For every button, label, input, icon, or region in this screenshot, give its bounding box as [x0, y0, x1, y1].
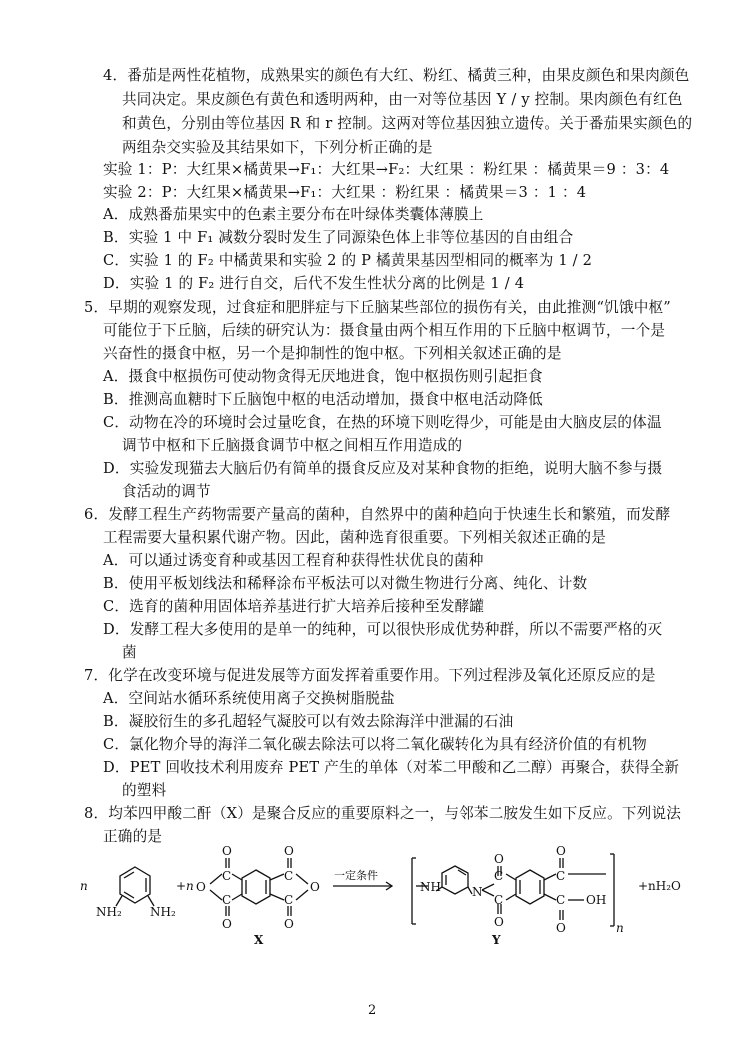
q5-option-c: C．动物在冷的环境时会过量吃食，在热的环境下则吃得少，可能是由大脑皮层的体温: [103, 414, 662, 431]
y-o-top-right: O: [556, 844, 566, 858]
q4-stem-line-2: 共同决定。果皮颜色有黄色和透明两种，由一对等位基因 Y / y 控制。果肉颜色有红色: [122, 91, 683, 108]
coefficient-n: n: [80, 879, 88, 893]
q4-option-a: A．成熟番茄果实中的色素主要分布在叶绿体类囊体薄膜上: [103, 206, 484, 223]
q5-option-d-cont: 食活动的调节: [122, 483, 211, 500]
q6-option-c: C．选育的菌种用固体培养基进行扩大培养后接种至发酵罐: [103, 598, 485, 615]
q5-stem-line-2: 可能位于下丘脑，后续的研究认为：摄食量由两个相互作用的下丘脑中枢调节，一个是: [103, 322, 666, 339]
q4-stem-line-1: 4．番茄是两性花植物，成熟果实的颜色有大红、粉红、橘黄三种，由果皮颜色和果肉颜色: [103, 67, 690, 84]
reaction-condition: 一定条件: [334, 869, 378, 882]
q7-option-c: C．氯化物介导的海洋二氧化碳去除法可以将二氧化碳转化为具有经济价值的有机物: [103, 736, 647, 753]
label-x: X: [254, 933, 264, 947]
y-c-bottom-left: C: [494, 893, 504, 907]
x-o-left: O: [196, 880, 206, 894]
y-repeat-n: n: [616, 921, 624, 935]
y-oh: OH: [586, 893, 607, 907]
x-c-top-right: C: [284, 869, 294, 883]
q5-option-d: D．实验发现猫去大脑后仍有简单的摄食反应及对某种食物的拒绝，说明大脑不参与摄: [103, 460, 663, 477]
reaction-scheme: [0, 840, 752, 970]
q7-option-b: B．凝胶衍生的多孔超轻气凝胶可以有效去除海洋中泄漏的石油: [103, 713, 514, 730]
x-o-top-left: O: [222, 844, 232, 858]
q6-option-d: D．发酵工程大多使用的是单一的纯种，可以很快形成优势种群，所以不需要严格的灭: [103, 621, 663, 638]
q6-stem-line-1: 6．发酵工程生产药物需要产量高的菌种，自然界中的菌种趋向于快速生长和繁殖，而发酵: [84, 506, 671, 523]
y-c-top-right: C: [556, 869, 566, 883]
y-c-top-left: C: [494, 869, 504, 883]
nh2-right: NH₂: [150, 905, 176, 919]
x-o-right: O: [310, 880, 320, 894]
q4-stem-line-3: 和黄色，分别由等位基因 R 和 r 控制。这两对等位基因独立遗传。关于番茄果实颜色的: [122, 115, 693, 132]
nh2-left: NH₂: [96, 905, 122, 919]
y-c-bottom-right: C: [556, 893, 566, 907]
q7-option-d-cont: 的塑料: [122, 782, 167, 799]
x-c-bottom-right: C: [284, 893, 294, 907]
q7-option-a: A．空间站水循环系统使用离子交换树脂脱盐: [103, 690, 395, 707]
q6-stem-line-2: 工程需要大量积累代谢产物。因此，菌种选育很重要。下列相关叙述正确的是: [103, 529, 606, 546]
q4-stem-line-4: 两组杂交实验及其结果如下，下列分析正确的是: [122, 139, 433, 156]
q4-option-d: D．实验 1 的 F₂ 进行自交，后代不发生性状分离的比例是 1 / 4: [103, 275, 525, 292]
label-y: Y: [492, 933, 501, 947]
q7-stem: 7．化学在改变环境与促进发展等方面发挥着重要作用。下列过程涉及氧化还原反应的是: [84, 667, 656, 684]
y-n: N: [472, 885, 483, 899]
page-number: 2: [368, 1003, 377, 1018]
x-o-bottom-right: O: [284, 917, 294, 931]
byproduct-water: +nH₂O: [638, 879, 681, 893]
q5-option-c-cont: 调节中枢和下丘脑摄食调节中枢之间相互作用造成的: [122, 437, 463, 454]
q8-stem-line-1: 8．均苯四甲酸二酐（X）是聚合反应的重要原料之一，与邻苯二胺发生如下反应。下列说法: [84, 805, 682, 822]
q4-option-c: C．实验 1 的 F₂ 中橘黄果和实验 2 的 P 橘黄果基因型相同的概率为 1 / 2: [103, 252, 593, 269]
x-o-bottom-left: O: [222, 917, 232, 931]
y-o-bottom-left: O: [494, 915, 504, 929]
plus-n: +n: [176, 879, 194, 893]
q5-stem-line-1: 5．早期的观察发现，过食症和肥胖症与下丘脑某些部位的损伤有关，由此推测“饥饿中枢”: [84, 299, 671, 316]
y-o-top-left: O: [494, 852, 504, 866]
q5-option-b: B．推测高血糖时下丘脑饱中枢的电活动增加，摄食中枢电活动降低: [103, 391, 543, 408]
y-nh: NH: [420, 880, 441, 894]
q4-experiment-2: 实验 2：P：大红果×橘黄果→F₁：大红果 ：粉红果 ：橘黄果＝3 ：1 ：4: [103, 184, 587, 201]
x-c-bottom-left: C: [222, 893, 232, 907]
q8-stem-line-2: 正确的是: [103, 828, 163, 845]
x-o-top-right: O: [284, 844, 294, 858]
q5-option-a: A．摄食中枢损伤可使动物贪得无厌地进食，饱中枢损伤则引起拒食: [103, 368, 543, 385]
q7-option-d: D．PET 回收技术利用废弃 PET 产生的单体（对苯二甲酸和乙二醇）再聚合，获得全新: [103, 759, 680, 776]
q5-stem-line-3: 兴奋性的摄食中枢，另一个是抑制性的饱中枢。下列相关叙述正确的是: [103, 345, 562, 362]
q6-option-b: B．使用平板划线法和稀释涂布平板法可以对微生物进行分离、纯化、计数: [103, 575, 588, 592]
q6-option-a: A．可以通过诱变育种或基因工程育种获得性状优良的菌种: [103, 552, 484, 569]
y-o-bottom-right: O: [556, 921, 566, 935]
q4-option-b: B．实验 1 中 F₁ 减数分裂时发生了同源染色体上非等位基因的自由组合: [103, 229, 574, 246]
q4-experiment-1: 实验 1：P：大红果×橘黄果→F₁：大红果→F₂：大红果 ：粉红果 ：橘黄果＝9 ：3：4: [103, 161, 670, 178]
x-c-top-left: C: [222, 869, 232, 883]
q6-option-d-cont: 菌: [122, 644, 137, 661]
